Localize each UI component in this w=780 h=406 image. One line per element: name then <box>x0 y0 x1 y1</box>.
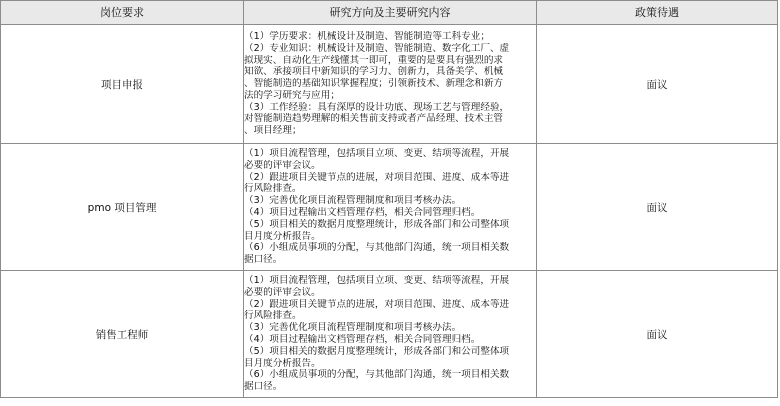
content-line: 对智能制造趋势理解的相关售前支持或者产品经理、技术主管 <box>244 113 504 125</box>
table-header-row <box>1 1 778 25</box>
research-content-cell <box>244 271 537 398</box>
table-row <box>1 271 778 398</box>
content-line: （1）项目流程管理，包括项目立项、变更、结项等流程，开展 <box>244 275 510 287</box>
content-line: 、项目经理； <box>244 125 302 137</box>
policy-value: 面议 <box>537 271 778 398</box>
header-position-requirements: 岗位要求 <box>1 1 244 25</box>
table-row <box>1 144 778 271</box>
content-line: 拟现实、自动化生产线懂其一即可，重要的是要具有强烈的求 <box>244 54 504 66</box>
research-content-cell <box>244 25 537 144</box>
content-line: 法的学习研究与应用； <box>244 89 340 101</box>
content-line: （4）项目过程输出文档管理存档，相关合同管理归档。 <box>244 334 481 345</box>
table-row <box>1 25 778 144</box>
content-line: （1）学历要求：机械设计及制造、智能制造等工科专业； <box>244 30 490 42</box>
policy-value: 面议 <box>537 144 778 271</box>
header-policy: 政策待遇 <box>537 1 778 25</box>
content-line: 据口径。 <box>244 254 283 266</box>
content-line: 、智能制造的基础知识掌握程度；引领新技术、新理念和新方 <box>244 78 504 90</box>
content-line: 必要的评审会议。 <box>244 286 321 298</box>
content-line: （2）跟进项目关键节点的进展，对项目范围、进度、成本等进 <box>244 171 510 183</box>
position-name: 项目申报 <box>1 25 244 144</box>
content-line: 知欲、承接项目中新知识的学习力、创新力，具备美学、机械 <box>244 66 504 78</box>
content-line: （6）小组成员事项的分配，与其他部门沟通，统一项目相关数 <box>244 369 510 381</box>
content-line: 行风险排查。 <box>244 183 302 195</box>
content-line: （4）项目过程输出文档管理存档，相关合同管理归档。 <box>244 207 481 218</box>
content-line: 行风险排查。 <box>244 310 302 322</box>
content-line: （3）完善优化项目流程管理制度和项目考核办法。 <box>244 322 462 334</box>
content-line: 目月度分析报告。 <box>244 230 321 242</box>
research-content-cell <box>244 144 537 271</box>
content-line: （2）跟进项目关键节点的进展，对项目范围、进度、成本等进 <box>244 298 510 310</box>
content-line: 目月度分析报告。 <box>244 357 321 369</box>
content-line: （3）工作经验：具有深厚的设计功底、现场工艺与管理经验， <box>244 101 510 113</box>
content-line: （2）专业知识：机械设计及制造、智能制造、数字化工厂、虚 <box>244 42 510 54</box>
position-name: pmo 项目管理 <box>1 144 244 271</box>
position-name: 销售工程师 <box>1 271 244 398</box>
content-line: （6）小组成员事项的分配，与其他部门沟通，统一项目相关数 <box>244 242 510 254</box>
content-line: （3）完善优化项目流程管理制度和项目考核办法。 <box>244 195 462 207</box>
content-line: 必要的评审会议。 <box>244 159 321 171</box>
content-line: （5）项目相关的数据月度整理统计，形成各部门和公司整体项 <box>244 345 510 357</box>
policy-value: 面议 <box>537 25 778 144</box>
content-line: 据口径。 <box>244 381 283 393</box>
header-research-content: 研究方向及主要研究内容 <box>244 1 537 25</box>
content-line: （5）项目相关的数据月度整理统计，形成各部门和公司整体项 <box>244 218 510 230</box>
content-line: （1）项目流程管理，包括项目立项、变更、结项等流程，开展 <box>244 148 510 160</box>
